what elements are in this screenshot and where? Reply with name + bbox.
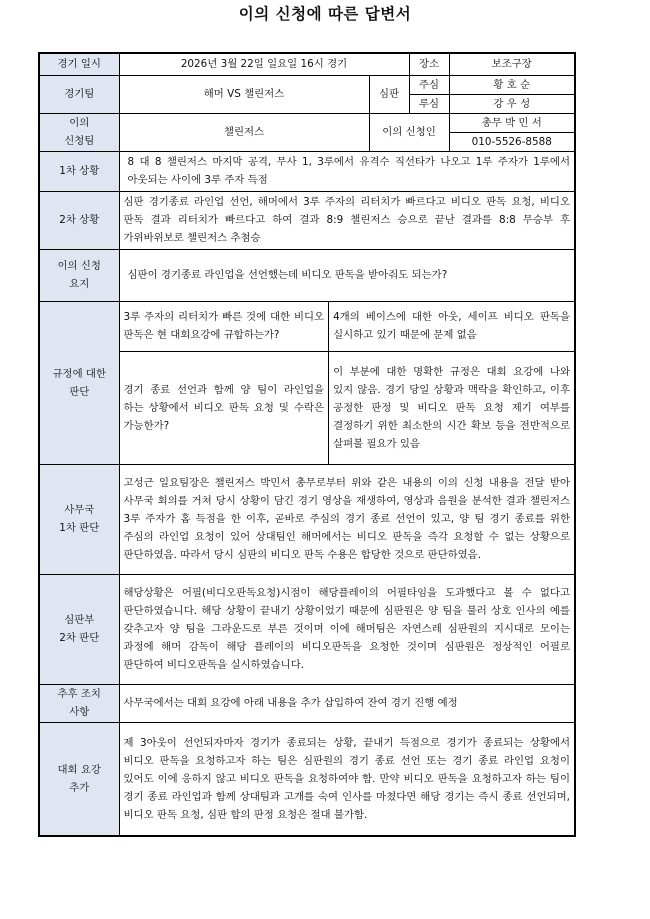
teams-label: 경기팀 [39, 75, 119, 113]
rules-answer-1: 4개의 베이스에 대한 아웃, 세이프 비디오 판독을 실시하고 있기 때문에 문제 없음 [329, 302, 574, 352]
place-value: 보조구장 [449, 53, 575, 75]
office-judgment-label: 사무국 1차 판단 [39, 464, 119, 574]
rules-addition-label: 대회 요강 추가 [39, 722, 119, 836]
rules-question-1: 3루 주자의 리터치가 빠른 것에 대한 비디오 판독은 현 대회요강에 규합하는가? [120, 302, 329, 352]
base-umpire-role: 루심 [409, 94, 449, 113]
response-form-table [38, 52, 576, 837]
rules-question-2: 경기 종료 선언과 함께 양 팀이 라인업을 하는 상황에서 비디오 판독 요청 및 수락은 가능한가? [120, 352, 329, 464]
place-label: 장소 [409, 53, 449, 75]
objector-label: 이의 신청인 [369, 113, 449, 151]
rules-judgment-grid [120, 302, 575, 464]
chief-umpire-role: 주심 [409, 75, 449, 94]
chief-umpire-name: 황 호 순 [449, 75, 575, 94]
situation2-label: 2차 상황 [39, 191, 119, 249]
teams-value: 해머 VS 챌린저스 [119, 75, 369, 113]
followup-text: 사무국에서는 대회 요강에 아래 내용을 추가 삽입하여 잔여 경기 진행 예정 [119, 684, 575, 722]
situation1-text: 8 대 8 챌린저스 마지막 공격, 무사 1, 3루에서 유격수 직선타가 나오고 1루 주자가 1루에서 아웃되는 사이에 3루 주자 득점 [119, 151, 575, 191]
umpire-dept-judgment-text: 해당상황은 어필(비디오판독요청)시점이 해당플레이의 어필타임을 도과했다고 볼 수 없다고 판단하였습니다. 해당 상황이 끝내기 상황이었기 때문에 심판원은 양 팀을 불러 상호 인사의 예를 갖추고자 양 팀을 그라운드로 부른 것이며 이에 해머팀은 자연스레 심판원의 지시대로 모이는 과정에 해머 감독이 해당 플레이의 비디오판독을 요청한 것이며 심판원은 정상적인 어필로 판단하여 비디오판독을 실시하였습니다. [119, 574, 575, 684]
base-umpire-name: 강 우 성 [449, 94, 575, 113]
objector-phone: 010-5526-8588 [471, 135, 552, 148]
followup-label: 추후 조치 사항 [39, 684, 119, 722]
umpire-dept-judgment-label: 심판부 2차 판단 [39, 574, 119, 684]
objection-gist-text: 심판이 경기종료 라인업을 선언했는데 비디오 판독을 받아줘도 되는가? [119, 249, 575, 301]
situation2-text: 심판 경기종료 라인업 선언, 해머에서 3루 주자의 리터치가 빠르다고 비디오 판독 요청, 비디오 판독 결과 리터치가 빠르다고 하여 결과 8:9 챌린저스 승으로 끝난 결과를 8:8 무승부 후 가위바위보로 챌린저스 추첨승 [119, 191, 575, 249]
objection-gist-label: 이의 신청 요지 [39, 249, 119, 301]
objecting-team-value: 챌린저스 [119, 113, 369, 151]
objecting-team-label: 이의 신청팀 [39, 113, 119, 151]
umpire-label: 심판 [369, 75, 409, 113]
rules-addition-text: 제 3아웃이 선언되자마자 경기가 종료되는 상황, 끝내기 득점으로 경기가 종료되는 상황에서 비디오 판독을 요청하고자 하는 팀은 심판원의 경기 종료 선언 또는 경기 종료 라인업 요청이 있어도 이에 응하지 않고 비디오 판독을 요청하여야 함. 만약 비디오 판독을 요청하고자 하는 팀이 경기 종료 라인업과 함께 상대팀과 고개를 숙여 인사를 마쳤다면 해당 경기는 즉시 종료 선언되며, 비디오 판독 요청, 심판 합의 판정 요청은 절대 불가함. [119, 722, 575, 836]
objector-name: 총무 박 민 서 [450, 114, 575, 133]
rules-judgment-label: 규정에 대한 판단 [39, 301, 119, 464]
rules-answer-2: 이 부분에 대한 명확한 규정은 대회 요강에 나와 있지 않음. 경기 당일 상황과 맥락을 확인하고, 이후 공정한 판정 및 비디오 판독 요청 제기 여부를 결정하기 위한 최소한의 시간 확보 등을 전반적으로 살펴볼 필요가 있음 [329, 352, 574, 464]
office-judgment-text: 고성근 일요팀장은 챌린저스 박민서 총무로부터 위와 같은 내용의 이의 신청 내용을 전달 받아 사무국 회의를 거쳐 당시 상황이 담긴 경기 영상을 재생하여, 영상과 음원을 분석한 결과 챌린저스 3루 주자가 홈 득점을 한 이후, 곧바로 주심의 경기 종료 선언이 있고, 양 팀 경기 종료를 위한 주심의 라인업 요청이 있어 상대팀인 해머에서는 비디오 판독을 즉각 요청할 수 없는 상황으로 판단하였음. 따라서 당시 심판의 비디오 판독 수용은 합당한 것으로 판단하였음. [119, 464, 575, 574]
page-title: 이의 신청에 따른 답변서 [238, 5, 412, 23]
situation1-label: 1차 상황 [39, 151, 119, 191]
match-date-value: 2026년 3월 22일 일요일 16시 경기 [119, 53, 409, 75]
match-date-label: 경기 일시 [39, 53, 119, 75]
